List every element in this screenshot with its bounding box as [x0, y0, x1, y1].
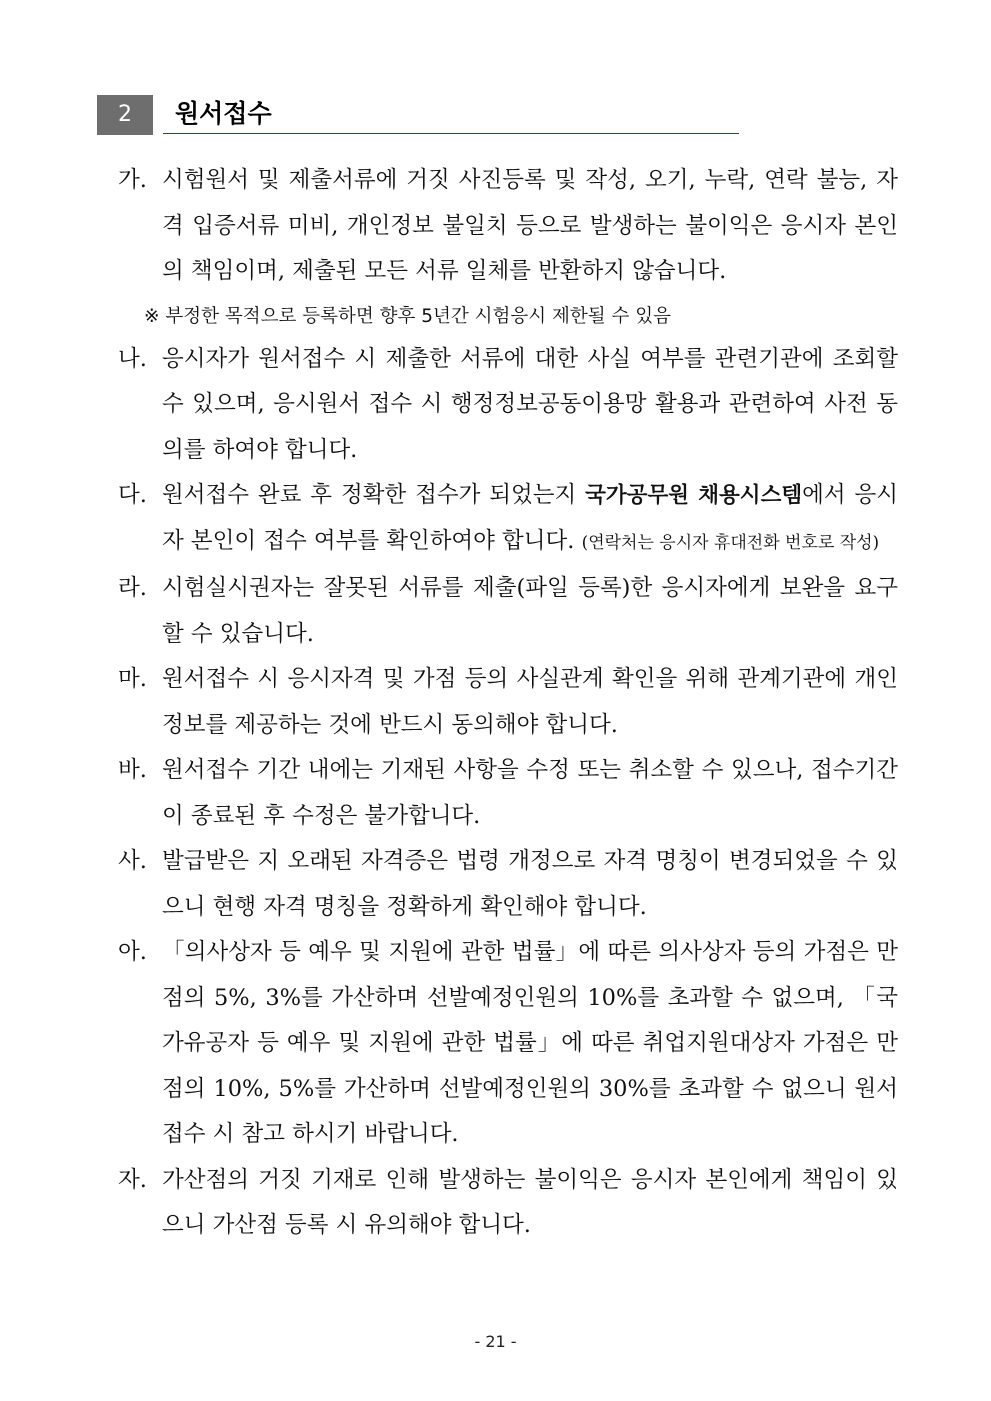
section-number-badge: 2 — [97, 95, 153, 135]
item-text: 시험실시권자는 잘못된 서류를 제출(파일 등록)한 응시자에게 보완을 요구할 수 있습니다. — [162, 575, 898, 647]
list-item-ba — [118, 748, 898, 839]
list-item-ga — [118, 158, 898, 295]
item-text: 「의사상자 등 예우 및 지원에 관한 법률」에 따른 의사상자 등의 가점은 만점의 5%, 3%를 가산하며 선발예정인원의 10%를 초과할 수 없으며, 「국가유공자 등 예우 및 지원에 관한 법률」에 따른 취업지원대상자 가점은 만점의 10%, 5%를 가산하며 선발예정인원의 30%를 초과할 수 없으니 원서접수 시 참고 하시기 바랍니다. — [162, 939, 898, 1147]
section-title: 원서접수 — [175, 99, 272, 128]
notice-list — [118, 158, 898, 1249]
item-marker: 마. — [118, 666, 147, 692]
item-marker: 자. — [118, 1166, 147, 1193]
item-marker: 사. — [118, 848, 147, 874]
item-text: 원서접수 기간 내에는 기재된 사항을 수정 또는 취소할 수 있으나, 접수기간이 종료된 후 수정은 불가합니다. — [162, 757, 898, 829]
item-text: 가산점의 거짓 기재로 인해 발생하는 불이익은 응시자 본인에게 책임이 있으니 가산점 등록 시 유의해야 합니다. — [162, 1166, 898, 1238]
warning-note: ※ 부정한 목적으로 등록하면 향후 5년간 시험응시 제한될 수 있음 — [144, 305, 671, 327]
item-text: 발급받은 지 오래된 자격증은 법령 개정으로 자격 명칭이 변경되었을 수 있으니 현행 자격 명칭을 정확하게 확인해야 합니다. — [162, 848, 898, 920]
list-item-ma — [118, 657, 898, 748]
item-text-before: 원서접수 완료 후 정확한 접수가 되었는지 — [162, 482, 586, 508]
item-marker: 다. — [118, 482, 147, 508]
item-marker: 바. — [118, 757, 147, 783]
item-text: 원서접수 시 응시자격 및 가점 등의 사실관계 확인을 위해 관계기관에 개인정보를 제공하는 것에 반드시 동의해야 합니다. — [162, 666, 898, 738]
list-item-sa — [118, 839, 898, 930]
page-number: - 21 - — [474, 1332, 517, 1351]
list-item-ra — [118, 566, 898, 657]
list-item-da — [118, 473, 898, 566]
section-divider — [163, 133, 739, 134]
section-header — [97, 95, 739, 137]
list-item-ja — [118, 1158, 898, 1249]
list-item-a — [118, 930, 898, 1158]
item-marker: 라. — [118, 575, 147, 601]
item-marker: 아. — [118, 939, 147, 965]
item-text: 시험원서 및 제출서류에 거짓 사진등록 및 작성, 오기, 누락, 연락 불능, 자격 입증서류 미비, 개인정보 불일치 등으로 발생하는 불이익은 응시자 본인의 책임이며, 제출된 모든 서류 일체를 반환하지 않습니다. — [162, 167, 898, 284]
item-text-after: 에서 응시자 본인이 접수 여부를 확인하여야 합니다. — [162, 482, 898, 554]
item-text-note: (연락처는 응시자 휴대전화 번호로 작성) — [581, 532, 880, 553]
item-text: 응시자가 원서접수 시 제출한 서류에 대한 사실 여부를 관련기관에 조회할 수 있으며, 응시원서 접수 시 행정정보공동이용망 활용과 관련하여 사전 동의를 하여야 합니다. — [162, 345, 898, 463]
item-marker: 나. — [118, 345, 147, 372]
recruitment-system-name: 국가공무원 채용시스템 — [585, 483, 803, 508]
item-marker: 가. — [118, 167, 147, 193]
list-item-na — [118, 337, 898, 474]
